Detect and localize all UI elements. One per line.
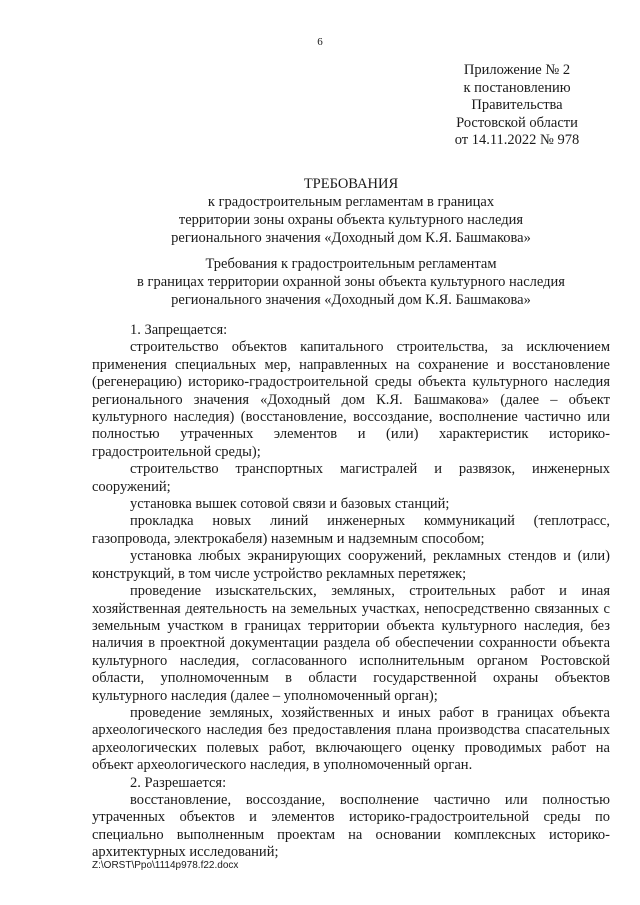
subtitle-line: в границах территории охранной зоны объекта культурного наследия: [137, 274, 565, 290]
subtitle-line: регионального значения «Доходный дом К.Я. Башмакова»: [171, 292, 531, 308]
title-line: к градостроительным регламентам в границах: [207, 194, 495, 210]
title-heading: ТРЕБОВАНИЯ: [303, 176, 399, 192]
paragraph: восстановление, воссоздание, восполнение частично или полностью утраченных объектов и элементов историко-градостроительной среды по специально выполненным проектам на основании комплексных историко-архитектурных исследований;: [92, 791, 610, 861]
paragraph: строительство транспортных магистралей и развязок, инженерных сооружений;: [92, 461, 610, 495]
file-path-footer: Z:\ORST\Ppo\1114p978.f22.docx: [92, 860, 239, 871]
section-heading: 1. Запрещается:: [130, 322, 228, 338]
page-number: 6: [317, 36, 323, 48]
paragraph: прокладка новых линий инженерных коммуникаций (теплотрасс, газопровода, электрокабеля) наземным и надземным способом;: [92, 513, 610, 547]
paragraph: проведение изыскательских, земляных, строительных работ и иная хозяйственная деятельность на земельных участках, непосредственно связанных с земельным участком в границах территории объекта культурного наследия, без наличия в проектной документации раздела об обеспечении сохранности объекта культурного наследия, согласованного исполнительным органом Ростовской области, уполномоченным в области государственной охраны объектов культурного наследия (далее – уполномоченный орган);: [92, 583, 610, 704]
title-line: регионального значения «Доходный дом К.Я. Башмакова»: [171, 230, 531, 246]
section-heading: 2. Разрешается:: [130, 774, 227, 791]
document-title: [92, 175, 610, 247]
paragraph: строительство объектов капитального строительства, за исключением применения специальных мер, направленных на сохранение и восстановление (регенерацию) историко-градостроительной среды объекта культурного наследия регионального значения «Доходный дом К.Я. Башмакова» (далее – объект культурного наследия) (восстановление, воссоздание, восполнение частично или полностью утраченных элементов и (или) характеристик историко-градостроительной среды);: [92, 339, 610, 460]
appendix-line: от 14.11.2022 № 978: [454, 132, 580, 148]
title-line: территории зоны охраны объекта культурного наследия: [178, 212, 524, 228]
appendix-block: [432, 62, 602, 150]
appendix-line: к постановлению: [463, 79, 571, 96]
paragraph: установка вышек сотовой связи и базовых станций;: [130, 496, 450, 513]
appendix-line: Ростовской области: [456, 114, 578, 131]
appendix-line: Приложение № 2: [463, 62, 571, 78]
appendix-line: Правительства: [471, 97, 563, 113]
paragraph: проведение земляных, хозяйственных и иных работ в границах объекта археологического наследия без предоставления плана производства спасательных археологических полевых работ, включающего оценку проводимых работ на объект археологического наследия, в уполномоченный орган.: [92, 704, 610, 774]
subtitle-line: Требования к градостроительным регламентам: [205, 256, 497, 272]
document-body: [92, 322, 610, 862]
paragraph: установка любых экранирующих сооружений, рекламных стендов и (или) конструкций, в том числе устройство рекламных перетяжек;: [92, 548, 610, 582]
section-subtitle: [92, 255, 610, 309]
